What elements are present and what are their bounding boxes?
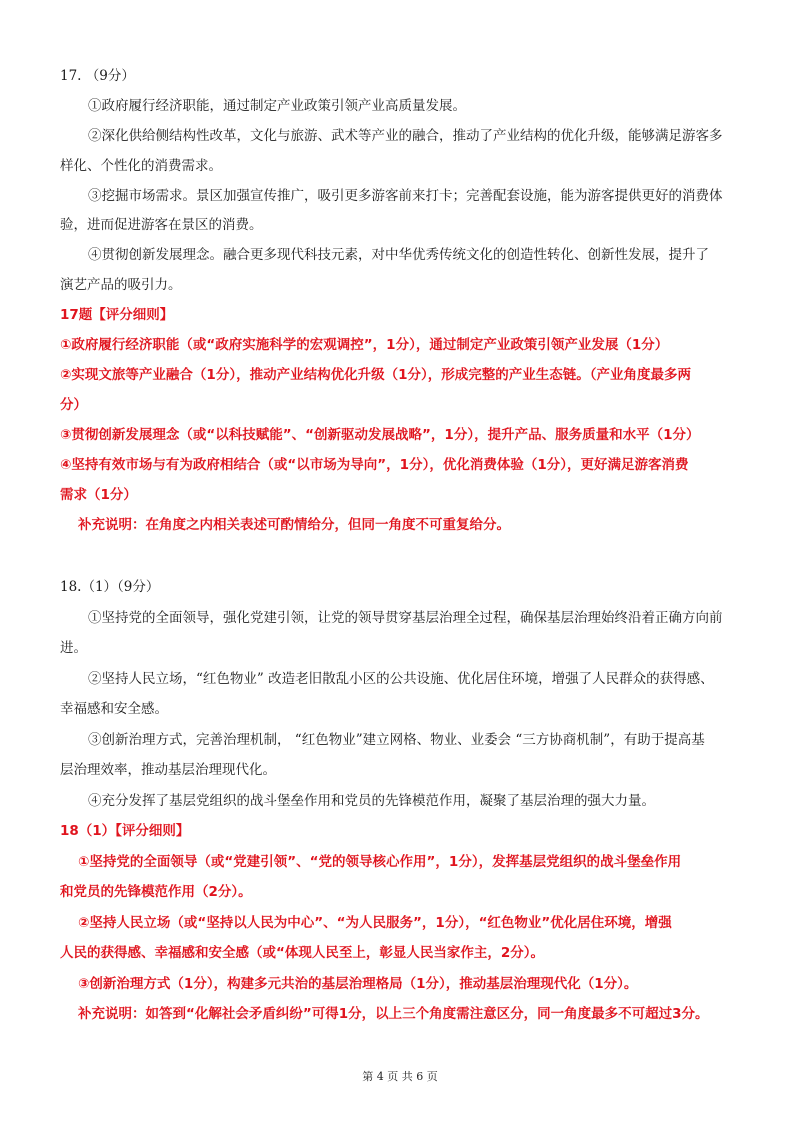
q17-note: 补充说明：在角度之内相关表述可酌情给分，但同一角度不可重复给分。 [78,517,510,533]
q18-answer-3-line-1: ③创新治理方式，完善治理机制， “红色物业”建立网格、物业、业委会 “三方协商机制”，有助于提高基 [88,732,705,748]
q18-answer-1-line-1: ①坚持党的全面领导，强化党建引领，让党的领导贯穿基层治理全过程，确保基层治理始终沿着正确方向前 [88,610,723,626]
q17-answer-1: ①政府履行经济职能，通过制定产业政策引领产业高质量发展。 [88,98,466,114]
q18-rubric-2-line-1: ②坚持人民立场（或“坚持以人民为中心”、“为人民服务”，1分），“红色物业”优化居住环境，增强 [78,915,672,931]
q18-rubric-2-line-2: 人民的获得感、幸福感和安全感（或“体现人民至上，彰显人民当家作主，2分）。 [60,945,545,961]
q17-answer-2-line-2: 样化、个性化的消费需求。 [60,158,222,174]
q18-rubric-title: 18（1）【评分细则】 [60,823,190,839]
q18-heading: 18.（1）（9分） [60,579,160,595]
q17-heading: 17. （9分） [60,68,135,84]
q18-note: 补充说明：如答到“化解社会矛盾纠纷”可得1分，以上三个角度需注意区分，同一角度最多不可超过3分。 [78,1006,709,1022]
q18-answer-2-line-2: 幸福感和安全感。 [60,701,168,717]
q18-rubric-1-line-1: ①坚持党的全面领导（或“党建引领”、“党的领导核心作用”，1分），发挥基层党组织的战斗堡垒作用 [78,854,682,870]
q18-answer-3-line-2: 层治理效率，推动基层治理现代化。 [60,762,276,778]
q18-answer-1-line-2: 进。 [60,640,87,656]
q17-answer-4-line-1: ④贯彻创新发展理念。融合更多现代科技元素，对中华优秀传统文化的创造性转化、创新性发展，提升了 [88,247,709,263]
page-footer: 第 4 页 共 6 页 [362,1070,438,1083]
q18-answer-2-line-1: ②坚持人民立场，“红色物业” 改造老旧散乱小区的公共设施、优化居住环境，增强了人民群众的获得感、 [88,671,714,687]
q17-answer-2-line-1: ②深化供给侧结构性改革，文化与旅游、武术等产业的融合，推动了产业结构的优化升级，能够满足游客多 [88,128,723,144]
q17-rubric-title: 17题【评分细则】 [60,307,174,323]
q17-rubric-1: ①政府履行经济职能（或“政府实施科学的宏观调控”，1分），通过制定产业政策引领产业发展（1分） [60,337,669,353]
q18-rubric-1-line-2: 和党员的先锋模范作用（2分）。 [60,884,252,900]
q17-rubric-4-line-1: ④坚持有效市场与有为政府相结合（或“以市场为导向”，1分），优化消费体验（1分），更好满足游客消费 [60,457,689,473]
q17-answer-3-line-1: ③挖掘市场需求。景区加强宣传推广，吸引更多游客前来打卡；完善配套设施，能为游客提供更好的消费体 [88,188,723,204]
q17-rubric-2-line-2: 分） [60,397,87,413]
q18-rubric-3: ③创新治理方式（1分），构建多元共治的基层治理格局（1分），推动基层治理现代化（1分）。 [78,976,638,992]
q17-answer-3-line-2: 验，进而促进游客在景区的消费。 [60,217,263,233]
q18-answer-4: ④充分发挥了基层党组织的战斗堡垒作用和党员的先锋模范作用，凝聚了基层治理的强大力量。 [88,793,655,809]
q17-rubric-2-line-1: ②实现文旅等产业融合（1分），推动产业结构优化升级（1分），形成完整的产业生态链。（产业角度最多两 [60,367,691,383]
q17-rubric-3: ③贯彻创新发展理念（或“以科技赋能”、“创新驱动发展战略”，1分），提升产品、服务质量和水平（1分） [60,427,700,443]
q17-answer-4-line-2: 演艺产品的吸引力。 [60,277,182,293]
q17-rubric-4-line-2: 需求（1分） [60,487,137,503]
